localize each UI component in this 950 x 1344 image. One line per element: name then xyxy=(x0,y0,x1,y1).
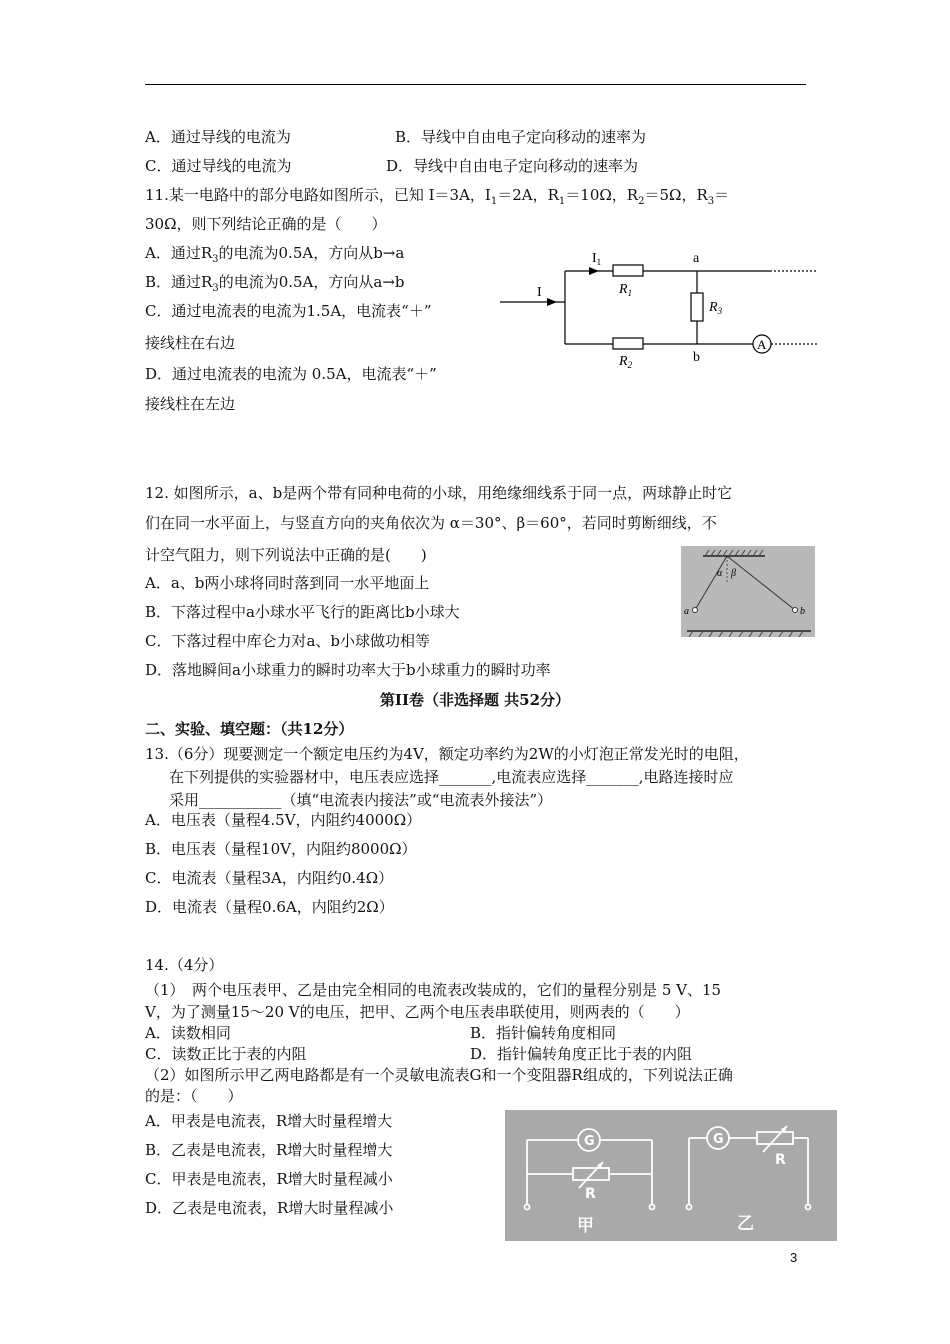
arrow-i1-icon xyxy=(589,267,599,275)
label-r-jia: R xyxy=(585,1186,596,1202)
q14-part1-line1: （1） 两个电压表甲、乙是由完全相同的电流表改装成的，它们的量程分别是 5 V、15 xyxy=(145,981,722,999)
label-g-yi: G xyxy=(713,1132,724,1147)
resistor-r2 xyxy=(613,338,643,349)
arrow-i-icon xyxy=(547,298,557,306)
label-i1: $I_1$ xyxy=(592,251,602,267)
q14-part1-option-c: C．读数正比于表的内阻 xyxy=(145,1045,307,1063)
q11-option-b: B．通过$R_3$的电流为0.5A，方向从a→b xyxy=(145,273,405,294)
label-jia: 甲 xyxy=(577,1216,594,1236)
q11-option-d-line2: 接线柱在左边 xyxy=(145,395,236,413)
page-number: 3 xyxy=(790,1250,798,1265)
label-i: I xyxy=(537,285,542,300)
q10-option-d: D．导线中自由电子定向移动的速率为 xyxy=(386,157,639,175)
q13-option-c: C．电流表（量程3A，内阻约0.4Ω） xyxy=(145,869,394,887)
label-yi: 乙 xyxy=(737,1214,754,1234)
q10-option-b: B．导线中自由电子定向移动的速率为 xyxy=(395,128,647,146)
q12-stem-line1: 12. 如图所示，a、b是两个带有同种电荷的小球，用绝缘细线系于同一点，两球静止时它 xyxy=(145,484,733,502)
q11-option-c-line1: C．通过电流表的电流为1.5A，电流表“＋” xyxy=(145,302,432,320)
q10-option-a: A．通过导线的电流为 xyxy=(145,128,291,146)
q10-option-c: C．通过导线的电流为 xyxy=(145,157,292,175)
label-node-a: a xyxy=(693,251,700,266)
q14-part2-line1: （2）如图所示甲乙两电路都是有一个灵敏电流表G和一个变阻器R组成的，下列说法正确 xyxy=(145,1066,733,1084)
label-ball-a: a xyxy=(684,606,689,617)
q13-option-d: D．电流表（量程0.6A，内阻约2Ω） xyxy=(145,898,394,916)
label-alpha: α xyxy=(717,568,723,579)
q13-stem-line1: 13.（6分）现要测定一个额定电压约为4V，额定功率约为2W的小灯泡正常发光时的电阻， xyxy=(145,745,749,763)
q11-circuit-diagram xyxy=(495,240,825,375)
q14-part2-option-b: B．乙表是电流表，R增大时量程增大 xyxy=(145,1141,393,1159)
q11-stem-line1: 11.某一电路中的部分电路如图所示，已知 I＝3A，$I_1=2A$，$R_1=10\Omega$，$R_2=5\Omega$，$R_3=$ xyxy=(145,186,730,207)
section2-heading: 二、实验、填空题：（共12分） xyxy=(145,720,354,738)
q14-part1-option-b: B．指针偏转角度相同 xyxy=(470,1024,617,1042)
q11-option-a: A．通过$R_3$的电流为0.5A，方向从b→a xyxy=(145,244,405,265)
q14-part2-line2: 的是：（ ） xyxy=(145,1087,243,1105)
label-r1: $R_1$ xyxy=(619,282,633,298)
q12-option-d: D．落地瞬间a小球重力的瞬时功率大于b小球重力的瞬时功率 xyxy=(145,661,551,679)
q14-part2-option-d: D．乙表是电流表，R增大时量程减小 xyxy=(145,1199,394,1217)
q14-part1-option-d: D．指针偏转角度正比于表的内阻 xyxy=(470,1045,693,1063)
q14-head: 14.（4分） xyxy=(145,956,224,974)
q12-stem-line2: 们在同一水平面上，与竖直方向的夹角依次为 α＝30°、β＝60°，若同时剪断细线，不 xyxy=(145,514,717,532)
q13-stem-line3: 采用___________（填“电流表内接法”或“电流表外接法”） xyxy=(169,791,553,809)
resistor-r3 xyxy=(691,293,703,321)
label-g-jia: G xyxy=(584,1134,595,1149)
label-r-yi: R xyxy=(775,1152,786,1168)
q14-meter-circuits-diagram xyxy=(505,1110,837,1241)
q11-stem-line2: 30Ω，则下列结论正确的是（ ） xyxy=(145,215,387,233)
q11-option-d-line1: D．通过电流表的电流为 0.5A，电流表“＋” xyxy=(145,365,437,383)
header-rule xyxy=(145,84,806,85)
label-ammeter: A xyxy=(757,337,767,352)
label-r2: $R_2$ xyxy=(619,354,633,370)
q12-pendulum-diagram xyxy=(681,546,815,637)
resistor-r1 xyxy=(613,265,643,276)
q14-part2-option-a: A．甲表是电流表，R增大时量程增大 xyxy=(145,1112,393,1130)
label-ball-b: b xyxy=(800,606,805,617)
q13-option-a: A．电压表（量程4.5V，内阻约4000Ω） xyxy=(145,811,422,829)
q11-option-c-line2: 接线柱在右边 xyxy=(145,334,236,352)
label-beta: β xyxy=(731,568,736,579)
label-node-b: b xyxy=(693,350,700,365)
q14-part1-option-a: A．读数相同 xyxy=(145,1024,231,1042)
q12-option-a: A．a、b两小球将同时落到同一水平地面上 xyxy=(145,574,430,592)
label-r3: $R_3$ xyxy=(709,300,723,316)
q13-option-b: B．电压表（量程10V，内阻约8000Ω） xyxy=(145,840,417,858)
q12-option-b: B．下落过程中a小球水平飞行的距离比b小球大 xyxy=(145,603,460,621)
q14-part2-option-c: C．甲表是电流表，R增大时量程减小 xyxy=(145,1170,393,1188)
q12-stem-line3: 计空气阻力，则下列说法中正确的是( ) xyxy=(145,546,427,564)
q14-part1-line2: V，为了测量15～20 V的电压，把甲、乙两个电压表串联使用，则两表的（ ） xyxy=(145,1003,690,1021)
section2-title: 第II卷（非选择题 共52分） xyxy=(379,691,571,709)
q13-stem-line2: 在下列提供的实验器材中，电压表应选择_______,电流表应选择_______,电路连接时应 xyxy=(169,768,734,786)
q12-option-c: C．下落过程中库仑力对a、b小球做功相等 xyxy=(145,632,431,650)
